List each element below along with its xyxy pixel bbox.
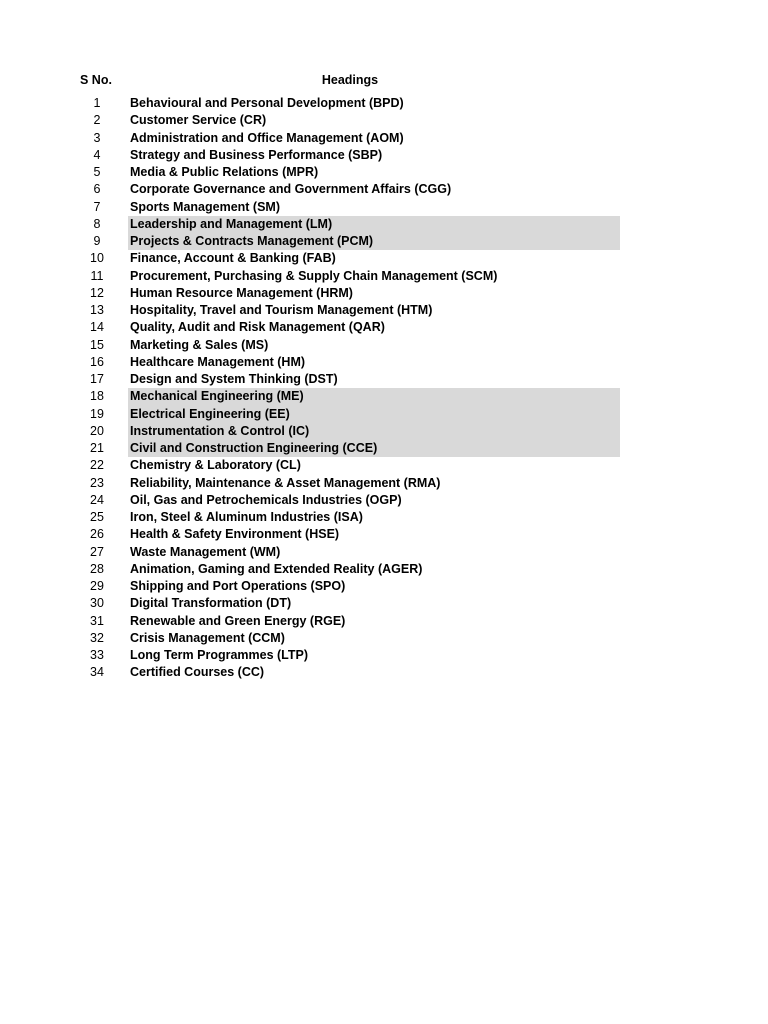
row-number: 13: [90, 303, 104, 318]
row-heading: Electrical Engineering (EE): [128, 406, 620, 423]
row-heading: Administration and Office Management (AOM): [130, 130, 404, 145]
table-row: [80, 595, 620, 612]
row-number: 33: [90, 648, 104, 663]
row-number: 29: [90, 579, 104, 594]
row-number: 34: [90, 665, 104, 680]
row-number: 6: [93, 182, 101, 197]
row-heading: Civil and Construction Engineering (CCE): [128, 440, 620, 457]
table-row: [80, 475, 620, 492]
row-number: 3: [93, 130, 101, 145]
table-header: [80, 70, 620, 89]
row-heading: Chemistry & Laboratory (CL): [130, 458, 301, 473]
row-number: 10: [90, 251, 104, 266]
table-row: [80, 147, 620, 164]
row-number: 14: [90, 320, 104, 335]
row-number: 32: [90, 630, 104, 645]
row-heading: Digital Transformation (DT): [130, 596, 292, 611]
row-number: 28: [90, 561, 104, 576]
table-row: [80, 285, 620, 302]
row-heading: Instrumentation & Control (IC): [128, 423, 620, 440]
row-number: 20: [90, 423, 104, 438]
table-row: [80, 199, 620, 216]
table-row: [80, 371, 620, 388]
table-row: [80, 526, 620, 543]
row-heading: Reliability, Maintenance & Asset Management (RMA): [130, 475, 441, 490]
row-number: 17: [90, 372, 104, 387]
table-row: [80, 112, 620, 129]
header-sno: S No.: [80, 72, 112, 87]
row-heading: Iron, Steel & Aluminum Industries (ISA): [130, 510, 363, 525]
row-number: 26: [90, 527, 104, 542]
table-row: [80, 457, 620, 474]
row-heading: Health & Safety Environment (HSE): [130, 527, 340, 542]
table-row: [80, 354, 620, 371]
row-heading: Projects & Contracts Management (PCM): [128, 233, 620, 250]
row-heading: Human Resource Management (HRM): [130, 285, 353, 300]
row-heading: Leadership and Management (LM): [128, 216, 620, 233]
row-heading: Healthcare Management (HM): [130, 354, 306, 369]
row-heading: Oil, Gas and Petrochemicals Industries (OGP): [130, 492, 402, 507]
header-headings: Headings: [321, 72, 379, 87]
row-number: 11: [90, 268, 104, 283]
table-row: [80, 233, 620, 250]
row-heading: Animation, Gaming and Extended Reality (AGER): [130, 561, 423, 576]
row-heading: Shipping and Port Operations (SPO): [130, 579, 346, 594]
row-number: 24: [90, 492, 104, 507]
row-number: 30: [90, 596, 104, 611]
row-heading: Behavioural and Personal Development (BPD): [130, 96, 404, 111]
table-body: [80, 95, 620, 682]
row-number: 9: [93, 234, 101, 249]
row-heading: Corporate Governance and Government Affairs (CGG): [130, 182, 452, 197]
table-row: [80, 95, 620, 112]
row-heading: Long Term Programmes (LTP): [130, 648, 309, 663]
table-row: [80, 440, 620, 457]
row-heading: Media & Public Relations (MPR): [130, 165, 319, 180]
row-heading: Sports Management (SM): [130, 199, 281, 214]
row-number: 1: [93, 96, 101, 111]
headings-table: [80, 70, 620, 682]
table-row: [80, 561, 620, 578]
table-row: [80, 268, 620, 285]
table-row: [80, 388, 620, 405]
table-row: [80, 319, 620, 336]
table-row: [80, 423, 620, 440]
row-number: 31: [90, 613, 104, 628]
row-heading: Strategy and Business Performance (SBP): [130, 147, 383, 162]
table-row: [80, 406, 620, 423]
table-row: [80, 647, 620, 664]
row-number: 5: [93, 165, 101, 180]
row-number: 27: [90, 544, 104, 559]
row-heading: Design and System Thinking (DST): [130, 372, 338, 387]
table-row: [80, 130, 620, 147]
row-number: 15: [90, 337, 104, 352]
row-heading: Mechanical Engineering (ME): [128, 388, 620, 405]
table-row: [80, 509, 620, 526]
row-number: 25: [90, 510, 104, 525]
row-number: 19: [90, 406, 104, 421]
row-number: 12: [90, 285, 104, 300]
row-heading: Waste Management (WM): [130, 544, 281, 559]
row-heading: Quality, Audit and Risk Management (QAR): [130, 320, 385, 335]
table-row: [80, 250, 620, 267]
table-row: [80, 302, 620, 319]
row-number: 21: [90, 441, 104, 456]
row-number: 4: [93, 147, 101, 162]
table-row: [80, 181, 620, 198]
row-heading: Hospitality, Travel and Tourism Management (HTM): [130, 303, 433, 318]
row-heading: Marketing & Sales (MS): [130, 337, 269, 352]
table-row: [80, 492, 620, 509]
table-row: [80, 664, 620, 681]
row-number: 7: [93, 199, 101, 214]
row-heading: Finance, Account & Banking (FAB): [130, 251, 336, 266]
row-number: 16: [90, 354, 104, 369]
row-number: 18: [90, 389, 104, 404]
row-number: 2: [93, 113, 101, 128]
row-heading: Certified Courses (CC): [130, 665, 265, 680]
row-heading: Renewable and Green Energy (RGE): [130, 613, 346, 628]
row-number: 8: [93, 216, 101, 231]
row-heading: Procurement, Purchasing & Supply Chain Management (SCM): [130, 268, 498, 283]
table-row: [80, 337, 620, 354]
table-row: [80, 613, 620, 630]
row-heading: Crisis Management (CCM): [130, 630, 285, 645]
row-heading: Customer Service (CR): [130, 113, 267, 128]
table-row: [80, 544, 620, 561]
table-row: [80, 164, 620, 181]
row-number: 23: [90, 475, 104, 490]
table-row: [80, 578, 620, 595]
table-row: [80, 216, 620, 233]
row-number: 22: [90, 458, 104, 473]
table-row: [80, 630, 620, 647]
